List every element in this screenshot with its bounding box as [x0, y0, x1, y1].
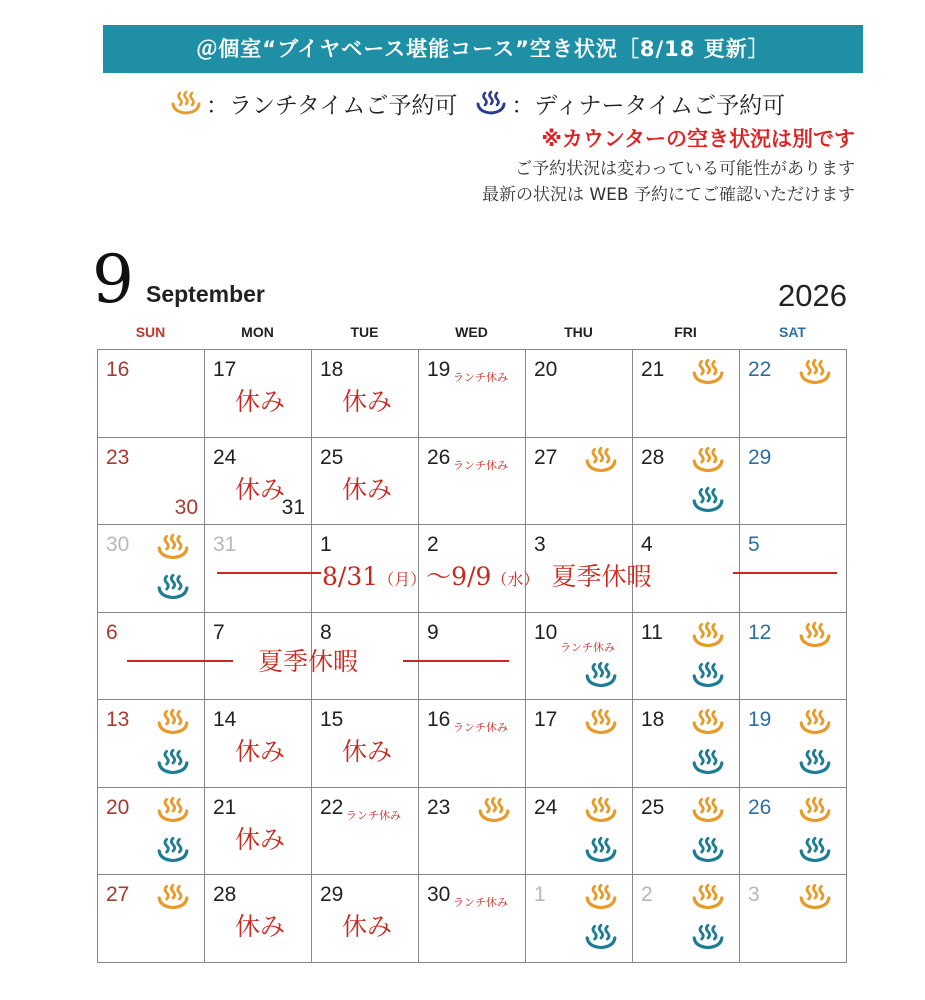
hot-spring-icon-orange [691, 446, 725, 480]
day-cell[interactable] [97, 874, 205, 963]
day-cell[interactable] [204, 787, 312, 876]
legend-lunch [170, 87, 457, 120]
lunch-closed-label: ランチ休み [453, 721, 508, 734]
legend-dinner [475, 87, 785, 120]
day-number: 26 [748, 795, 772, 819]
day-cell[interactable] [418, 699, 526, 788]
hot-spring-icon-orange [691, 883, 725, 917]
closed-label: 休み [235, 387, 286, 416]
hot-spring-icon-blue [156, 836, 190, 870]
day-number: 22 [320, 795, 344, 819]
month-name: September [146, 281, 265, 307]
lunch-closed-label: ランチ休み [560, 640, 615, 654]
lunch-closed-label: ランチ休み [453, 458, 508, 472]
day-cell[interactable] [418, 437, 526, 526]
day-cell[interactable] [525, 437, 633, 526]
hot-spring-icon-orange [691, 358, 725, 392]
day-cell[interactable] [525, 612, 633, 701]
day-number: 6 [106, 620, 118, 644]
closed-label: 休み [235, 912, 286, 941]
day-cell[interactable] [525, 874, 633, 963]
holiday-label: 夏季休暇 [551, 562, 652, 591]
hot-spring-icon-orange [584, 446, 618, 480]
day-number: 3 [748, 883, 760, 906]
day-number: 29 [320, 883, 344, 906]
hot-spring-icon-blue [798, 836, 832, 870]
day-number: 20 [534, 358, 558, 381]
day-cell[interactable] [525, 787, 633, 876]
day-number: 30 [427, 883, 451, 906]
lunch-closed-label: ランチ休み [453, 896, 508, 909]
hot-spring-icon-blue [584, 836, 618, 870]
day-number: 3 [534, 533, 546, 556]
hot-spring-icon-orange [584, 883, 618, 917]
hot-spring-icon-orange [156, 883, 190, 917]
day-number: 4 [641, 533, 653, 556]
holiday-range [322, 557, 651, 593]
day-cell[interactable] [739, 524, 847, 613]
weekday-fri: FRI [674, 324, 697, 340]
day-number: 30 [106, 533, 130, 556]
legend-lunch-label: ：ランチタイムご予約可 [206, 93, 458, 119]
day-cell[interactable] [204, 349, 312, 438]
hot-spring-icon-orange [170, 90, 202, 118]
day-number: 15 [320, 708, 344, 731]
holiday-sep: 〜 [426, 562, 452, 591]
hot-spring-icon-orange [691, 708, 725, 742]
status-note-2: 最新の状況は WEB 予約にてご確認いただけます [481, 185, 855, 205]
status-note-1: ご予約状況は変わっている可能性があります [515, 159, 855, 179]
weekday-sat: SAT [779, 324, 806, 340]
day-cell[interactable] [97, 524, 205, 613]
hot-spring-icon-blue [691, 923, 725, 957]
hot-spring-icon-orange [798, 358, 832, 392]
day-cell[interactable] [418, 787, 526, 876]
closed-label: 休み [235, 474, 286, 504]
weekday-wed: WED [455, 324, 488, 340]
day-cell[interactable] [632, 349, 740, 438]
day-number: 7 [213, 620, 225, 644]
hot-spring-icon-orange [156, 533, 190, 567]
hot-spring-icon-orange [798, 621, 832, 655]
hot-spring-icon-orange [584, 796, 618, 830]
day-cell[interactable] [418, 349, 526, 438]
hot-spring-icon-orange [691, 621, 725, 655]
hot-spring-icon-orange [691, 796, 725, 830]
day-number: 16 [427, 708, 451, 731]
day-number: 14 [213, 708, 237, 731]
holiday-end: 9/9 [451, 562, 492, 591]
lunch-closed-label: ランチ休み [346, 808, 401, 822]
hot-spring-icon-orange [798, 796, 832, 830]
weekday-sun: SUN [135, 324, 166, 340]
closed-label: 休み [342, 737, 393, 766]
closed-label: 休み [342, 912, 393, 941]
day-cell[interactable] [97, 787, 205, 876]
day-number: 8 [320, 620, 332, 644]
day-number: 10 [534, 620, 558, 644]
day-cell[interactable] [204, 437, 312, 526]
day-number: 18 [641, 708, 665, 731]
day-number: 5 [748, 533, 760, 556]
day-cell[interactable] [204, 524, 312, 613]
day-cell[interactable] [97, 612, 205, 701]
year: 2026 [778, 278, 847, 313]
hot-spring-icon-navy [475, 90, 507, 118]
holiday-line [127, 660, 233, 662]
adjacent-day-number: 31 [281, 496, 305, 519]
day-number: 11 [641, 620, 663, 644]
day-number: 1 [534, 883, 546, 906]
day-cell[interactable] [418, 612, 526, 701]
hot-spring-icon-blue [156, 748, 190, 782]
legend [170, 87, 785, 120]
day-cell[interactable] [97, 437, 205, 526]
day-number: 19 [427, 358, 451, 381]
day-number: 18 [320, 358, 344, 381]
day-cell[interactable] [739, 349, 847, 438]
day-number: 13 [106, 708, 130, 731]
day-number: 27 [106, 883, 130, 906]
day-cell[interactable] [525, 349, 633, 438]
day-number: 1 [320, 533, 332, 556]
hot-spring-icon-orange [584, 708, 618, 742]
adjacent-day-number: 30 [174, 496, 198, 519]
day-cell[interactable] [311, 787, 419, 876]
day-cell[interactable] [739, 437, 847, 526]
day-number: 2 [427, 533, 439, 556]
holiday-line [403, 660, 509, 662]
closed-label: 休み [235, 824, 286, 854]
day-number: 24 [213, 445, 237, 469]
day-number: 23 [427, 795, 451, 819]
page-banner: ＠個室“ブイヤベース堪能コース”空き状況［8/18 更新］ [103, 25, 863, 73]
weekday-tue: TUE [350, 324, 379, 340]
day-number: 16 [106, 358, 130, 381]
day-number: 17 [213, 358, 237, 381]
day-number: 31 [213, 533, 237, 556]
day-cell[interactable] [739, 612, 847, 701]
day-number: 12 [748, 620, 772, 644]
hot-spring-icon-orange [477, 796, 511, 830]
day-cell[interactable] [739, 787, 847, 876]
hot-spring-icon-blue [584, 661, 618, 695]
hot-spring-icon-blue [798, 748, 832, 782]
day-number: 24 [534, 795, 558, 819]
day-number: 2 [641, 883, 653, 906]
closed-label: 休み [342, 474, 393, 504]
day-number: 19 [748, 708, 772, 731]
day-cell[interactable] [525, 699, 633, 788]
day-number: 20 [106, 795, 130, 819]
hot-spring-icon-blue [691, 836, 725, 870]
day-number: 28 [641, 445, 665, 469]
holiday-end-day: （水） [491, 570, 540, 589]
hot-spring-icon-blue [691, 748, 725, 782]
day-number: 17 [534, 708, 558, 731]
holiday-label-2: 夏季休暇 [258, 647, 359, 676]
day-cell[interactable] [97, 349, 205, 438]
day-cell[interactable] [97, 699, 205, 788]
closed-label: 休み [342, 387, 393, 416]
day-cell[interactable] [632, 874, 740, 963]
hot-spring-icon-blue [691, 486, 725, 520]
day-cell[interactable] [311, 349, 419, 438]
day-cell[interactable] [632, 437, 740, 526]
day-number: 25 [641, 795, 665, 819]
day-number: 25 [320, 445, 344, 469]
day-cell[interactable] [204, 699, 312, 788]
hot-spring-icon-orange [156, 796, 190, 830]
day-cell[interactable] [632, 699, 740, 788]
day-cell[interactable] [739, 699, 847, 788]
month-number: 9 [92, 241, 134, 318]
day-cell[interactable] [311, 874, 419, 963]
day-cell[interactable] [311, 437, 419, 526]
legend-dinner-label: ：ディナータイムご予約可 [511, 93, 786, 119]
hot-spring-icon-orange [156, 708, 190, 742]
day-number: 9 [427, 620, 439, 644]
day-number: 21 [213, 795, 237, 819]
day-cell[interactable] [418, 874, 526, 963]
hot-spring-icon-blue [584, 923, 618, 957]
day-number: 23 [106, 445, 130, 469]
day-cell[interactable] [632, 612, 740, 701]
counter-notice: ※カウンターの空き状況は別です [541, 127, 855, 151]
holiday-start: 8/31 [322, 562, 379, 591]
hot-spring-icon-blue [156, 573, 190, 607]
holiday-start-day: （月） [378, 570, 427, 589]
day-number: 22 [748, 358, 772, 381]
day-cell[interactable] [204, 874, 312, 963]
day-cell[interactable] [311, 699, 419, 788]
day-cell[interactable] [632, 787, 740, 876]
day-number: 26 [427, 445, 451, 469]
day-number: 29 [748, 445, 772, 469]
weekday-mon: MON [241, 324, 274, 340]
hot-spring-icon-orange [798, 883, 832, 917]
day-cell[interactable] [739, 874, 847, 963]
day-number: 21 [641, 358, 665, 381]
day-number: 27 [534, 445, 558, 469]
lunch-closed-label: ランチ休み [453, 371, 508, 384]
closed-label: 休み [235, 737, 286, 766]
hot-spring-icon-orange [798, 708, 832, 742]
holiday-line [733, 572, 837, 574]
weekday-thu: THU [564, 324, 593, 340]
holiday-line [217, 572, 321, 574]
hot-spring-icon-blue [691, 661, 725, 695]
day-number: 28 [213, 883, 237, 906]
